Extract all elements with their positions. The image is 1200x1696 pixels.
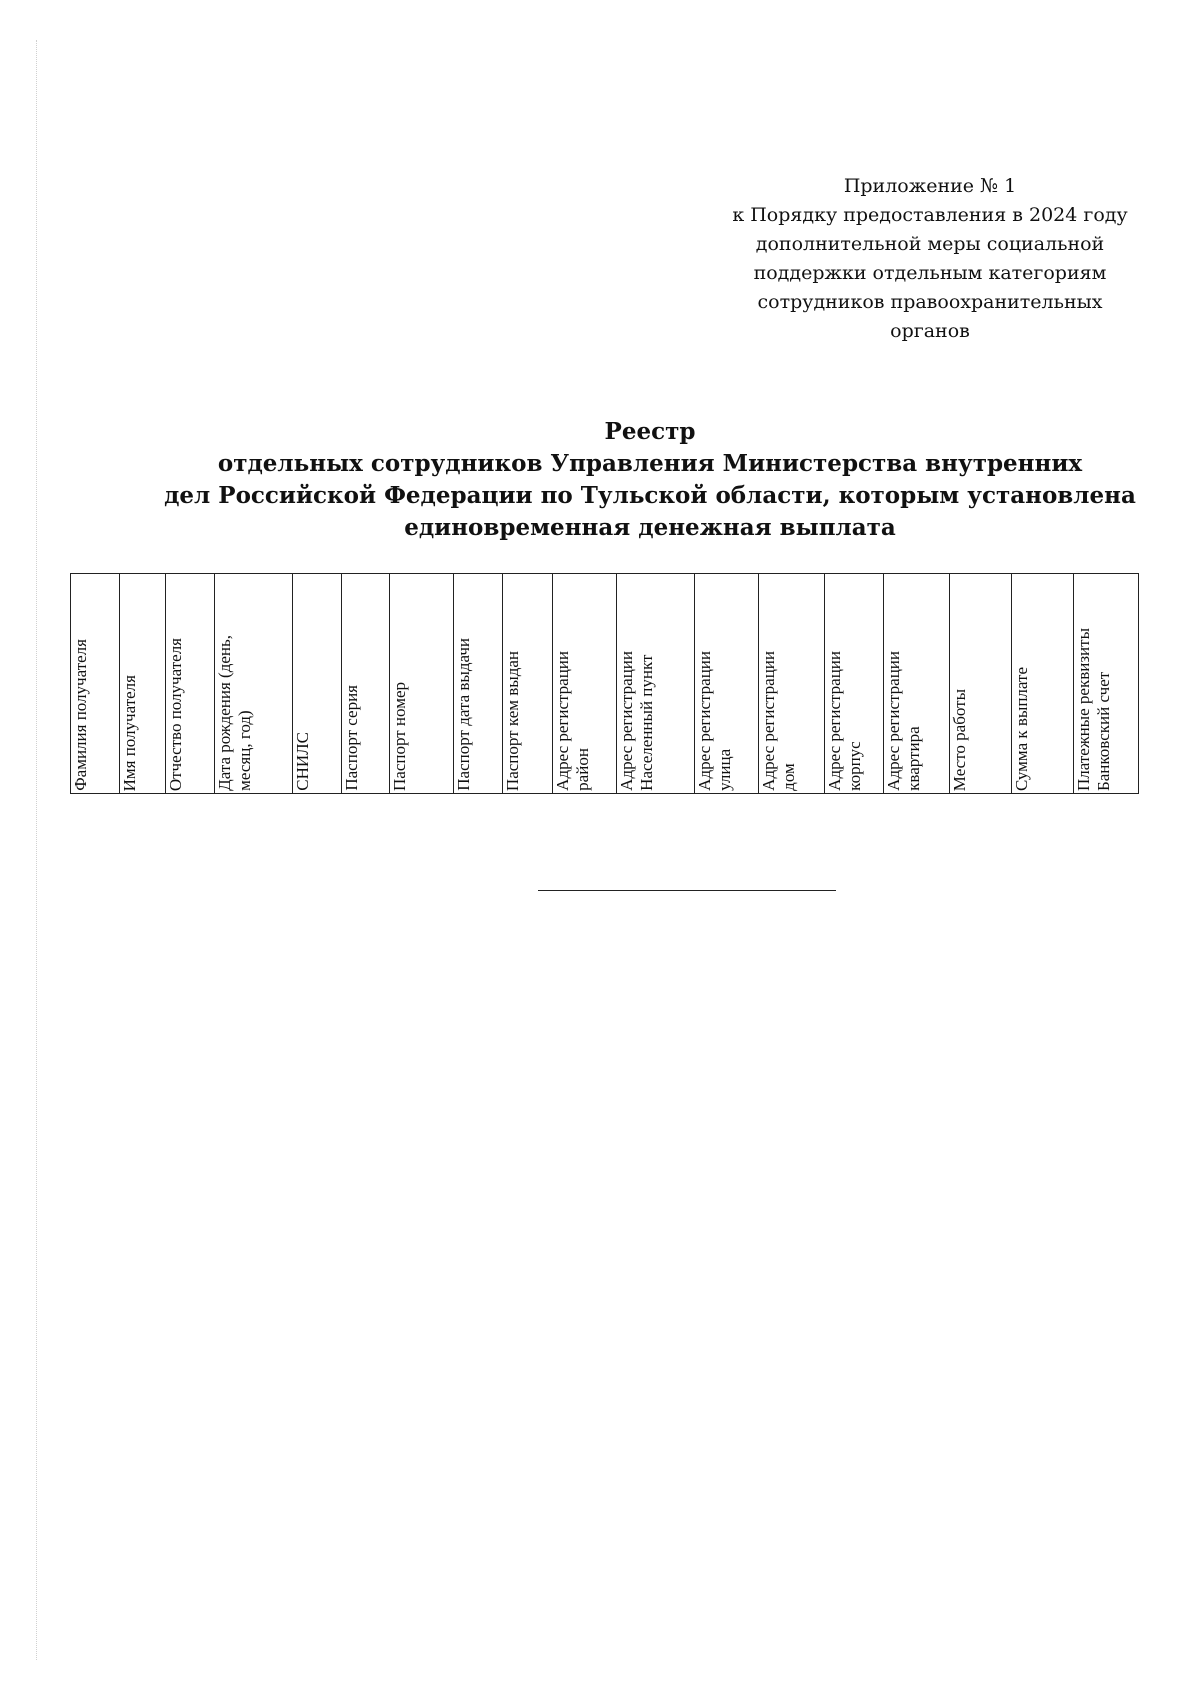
title-line: единовременная денежная выплата [404,514,896,541]
column-header: Адрес регистрации корпус [825,574,884,794]
appendix-line: органов [890,320,970,342]
column-header: Адрес регистрации район [553,574,617,794]
column-header: Паспорт кем выдан [503,574,553,794]
column-header: Отчество получателя [166,574,215,794]
column-header: Паспорт номер [390,574,454,794]
column-header: Адрес регистрации Населенный пункт [617,574,695,794]
scan-edge-artifact [36,40,37,1660]
appendix-line: к Порядку предоставления в 2024 году [732,204,1128,226]
title-line: дел Российской Федерации по Тульской области, которым установлена [164,482,1136,509]
title-line: Реестр [604,418,696,445]
appendix-line: дополнительной меры социальной [755,233,1105,255]
column-header: Паспорт серия [342,574,390,794]
column-header: Адрес регистрации квартира [884,574,950,794]
appendix-line: поддержки отдельным категориям [753,262,1107,284]
column-header: Фамилия получателя [71,574,120,794]
closing-rule [538,890,836,891]
column-header: Адрес регистрации улица [695,574,759,794]
table-header-row [71,574,1139,794]
registry-table [70,573,1139,794]
appendix-line: Приложение № 1 [843,175,1017,197]
title-line: отдельных сотрудников Управления Министерства внутренних [217,450,1083,477]
column-header: Имя получателя [120,574,166,794]
column-header: Адрес регистрации дом [759,574,825,794]
appendix-header [720,172,1140,346]
document-title [150,416,1150,544]
column-header: Платежные реквизиты Банковский счет [1074,574,1139,794]
column-header: Место работы [950,574,1012,794]
column-header: Дата рождения (день, месяц, год) [215,574,293,794]
column-header: Паспорт дата выдачи [454,574,503,794]
column-header: Сумма к выплате [1012,574,1074,794]
appendix-line: сотрудников правоохранительных [757,291,1103,313]
column-header: СНИЛС [293,574,342,794]
